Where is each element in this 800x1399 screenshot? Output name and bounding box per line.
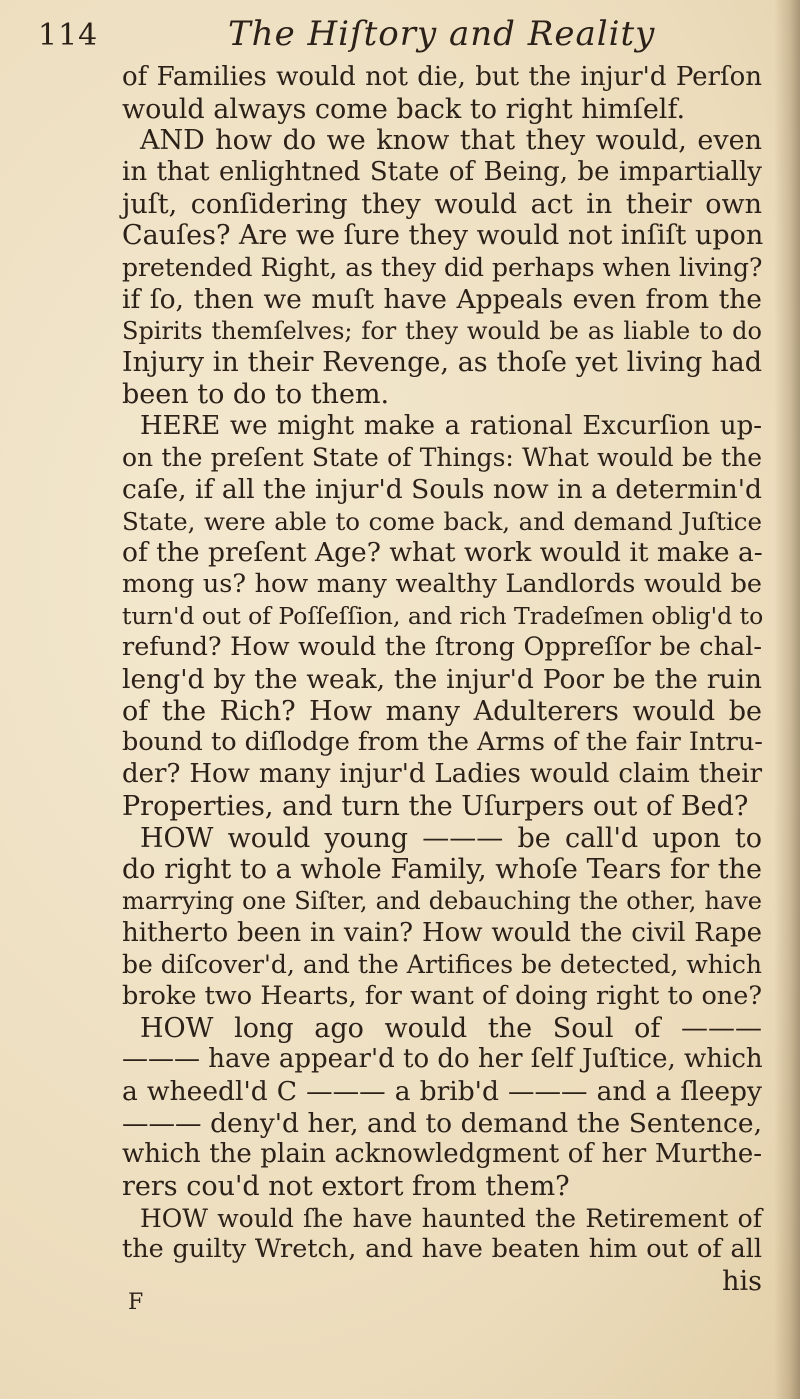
text-line: Spirits themſelves; for they would be as liable to do [122, 316, 762, 345]
running-title: The Hiſtory and Reality [228, 14, 656, 54]
text-line: which the plain acknowledgment of her Murthe- [122, 1139, 762, 1170]
text-line: marrying one Siſter, and debauching the other, have [122, 886, 762, 915]
text-line: hitherto been in vain? How would the civil Rape [122, 917, 762, 948]
text-line: if ſo, then we muſt have Appeals even from the [122, 283, 762, 315]
text-line: AND how do we know that they would, even [140, 125, 762, 157]
text-line: of the Rich? How many Adulterers would be [122, 695, 762, 727]
text-line: of the preſent Age? what work would it make a- [122, 537, 763, 569]
text-line: been to do to them. [122, 378, 390, 410]
running-head [38, 14, 778, 66]
text-line: ——— deny'd her, and to demand the Sentence, [122, 1107, 762, 1139]
text-line: Injury in their Revenge, as thoſe yet living had [122, 347, 762, 379]
text-line: bound to diſlodge from the Arms of the fair Intru- [122, 727, 763, 758]
text-line: der? How many injur'd Ladies would claim their [122, 759, 762, 790]
text-line: the guilty Wretch, and have beaten him out of all [122, 1234, 762, 1265]
text-line: State, were able to come back, and demand Juſtice [122, 506, 762, 536]
text-line: in that enlightned State of Being, be impartially [122, 157, 762, 188]
text-line: pretended Right, as they did perhaps when living? [122, 253, 763, 283]
text-line: do right to a whole Family, whoſe Tears for the [122, 854, 762, 886]
page-number: 114 [38, 18, 99, 53]
text-line: mong us? how many wealthy Landlords would be [122, 569, 762, 599]
text-line: caſe, if all the injur'd Souls now in a determin'd [122, 473, 762, 505]
text-line: Properties, and turn the Uſurpers out of Bed? [122, 790, 749, 822]
book-page [38, 14, 778, 66]
text-line: HOW would young ——— be call'd upon to [140, 822, 762, 854]
text-line: be diſcover'd, and the Artifices be detected, which [122, 950, 762, 980]
signature-mark: F [128, 1290, 144, 1315]
page-edge-shadow [774, 0, 800, 1399]
text-line: on the preſent State of Things: What would be the [122, 443, 762, 473]
text-line: would always come back to right himſelf. [122, 93, 686, 125]
text-line: refund? How would the ſtrong Oppreſſor be chal- [122, 632, 762, 663]
text-line: turn'd out of Poſſeſſion, and rich Tradeſmen oblig'd to [122, 601, 764, 630]
body-text [122, 62, 762, 1298]
catchword: his [722, 1266, 762, 1298]
text-line: Cauſes? Are we ſure they would not inſiſt upon [122, 220, 764, 252]
text-line: broke two Hearts, for want of doing right to one? [122, 980, 762, 1011]
text-line: of Families would not die, but the injur'd Perſon [122, 62, 762, 92]
text-line: leng'd by the weak, the injur'd Poor be the ruin [122, 664, 762, 696]
text-line: rers cou'd not extort from them? [122, 1171, 570, 1203]
text-line: HOW would ſhe have haunted the Retirement of [140, 1203, 762, 1233]
text-line: ——— have appear'd to do her ſelf Juſtice, which [122, 1044, 763, 1075]
text-line: a wheedl'd C ——— a brib'd ——— and a ſleepy [122, 1076, 762, 1107]
text-line: HOW long ago would the Soul of ——— [140, 1012, 762, 1044]
text-line: HERE we might make a rational Excurſion up- [140, 410, 762, 441]
text-line: juſt, conſidering they would act in their own [122, 188, 762, 220]
